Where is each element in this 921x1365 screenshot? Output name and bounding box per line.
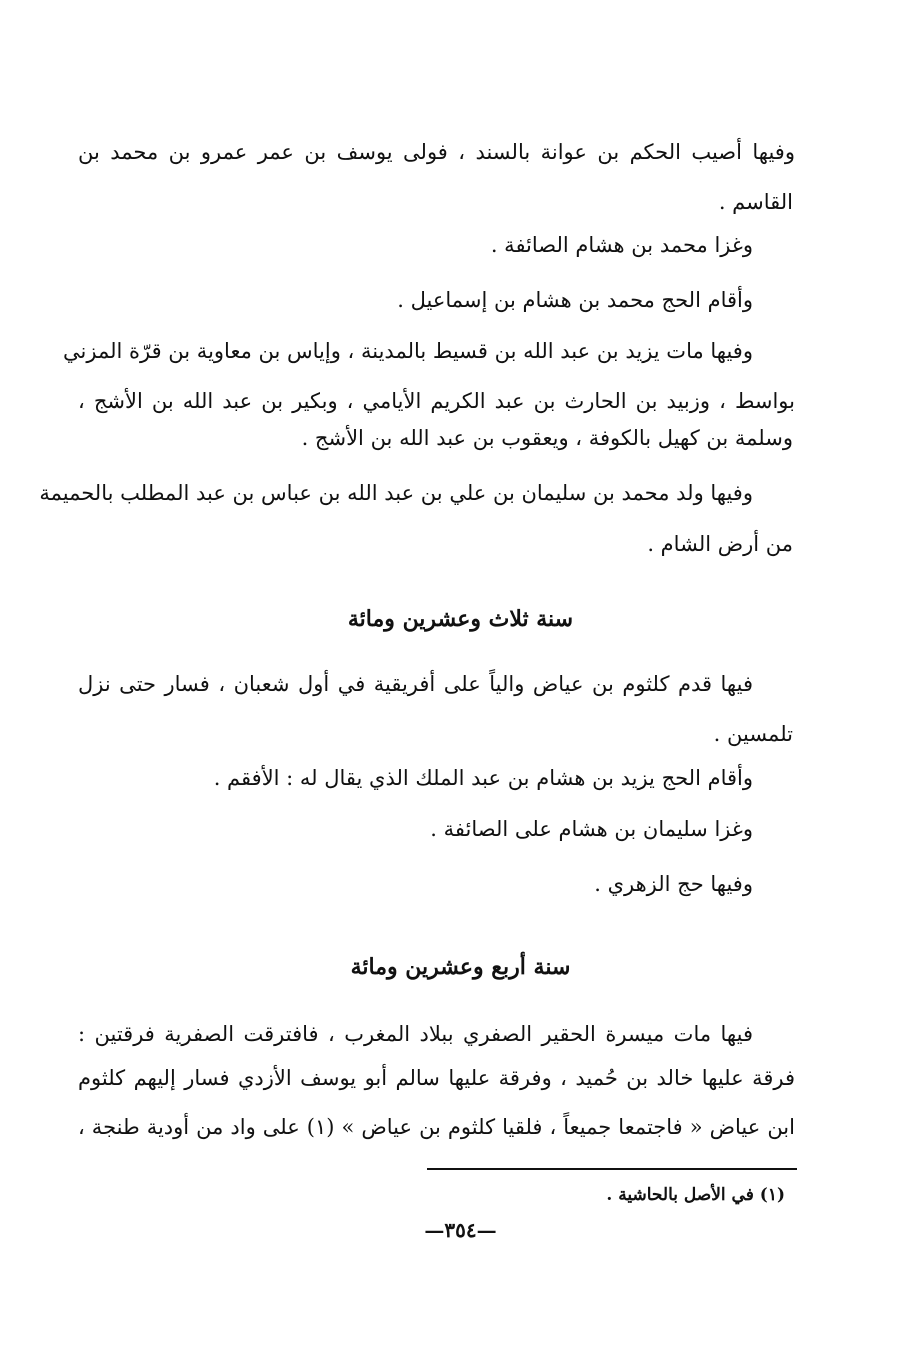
text-line: وأقام الحج يزيد بن هشام بن عبد الملك الذي يقال له : الأفقم . xyxy=(213,766,753,790)
text-line: تلمسين . xyxy=(713,722,793,746)
text-line: القاسم . xyxy=(718,190,793,214)
footnote: (١) في الأصل بالحاشية . xyxy=(606,1185,785,1205)
text-line: وغزا محمد بن هشام الصائفة . xyxy=(490,233,753,257)
text-line: بواسط ، وزبيد بن الحارث بن عبد الكريم الأيامي ، وبكير بن عبد الله بن الأشج ، xyxy=(78,389,795,413)
text-line: وفيها ولد محمد بن سليمان بن علي بن عبد الله بن عباس بن عبد المطلب بالحميمة xyxy=(39,481,753,505)
text-line: من أرض الشام . xyxy=(647,532,793,556)
page-number: —٣٥٤— xyxy=(424,1218,497,1242)
text-line: ابن عياض « فاجتمعا جميعاً ، فلقيا كلثوم بن عياض » (١) على واد من أودية طنجة ، xyxy=(78,1115,795,1139)
text-line: فيها مات ميسرة الحقير الصفري ببلاد المغرب ، فافترقت الصفرية فرقتين : xyxy=(78,1022,753,1046)
text-line: وأقام الحج محمد بن هشام بن إسماعيل . xyxy=(397,288,753,312)
text-line: فيها قدم كلثوم بن عياض والياً على أفريقية في أول شعبان ، فسار حتى نزل xyxy=(78,672,753,696)
section-heading: سنة أربع وعشرين ومائة xyxy=(350,954,571,980)
text-line: وسلمة بن كهيل بالكوفة ، ويعقوب بن عبد الله بن الأشج . xyxy=(301,426,793,450)
text-line: وغزا سليمان بن هشام على الصائفة . xyxy=(430,817,753,841)
text-line: وفيها مات يزيد بن عبد الله بن قسيط بالمدينة ، وإياس بن معاوية بن قرّة المزني xyxy=(63,339,753,363)
footnote-divider xyxy=(427,1168,797,1170)
text-line: وفيها حج الزهري . xyxy=(594,872,753,896)
text-line: وفيها أصيب الحكم بن عوانة بالسند ، فولى يوسف بن عمر عمرو بن محمد بن xyxy=(78,140,795,164)
section-heading: سنة ثلاث وعشرين ومائة xyxy=(347,606,574,632)
text-line: فرقة عليها خالد بن حُميد ، وفرقة عليها سالم أبو يوسف الأزدي فسار إليهم كلثوم xyxy=(78,1066,795,1090)
